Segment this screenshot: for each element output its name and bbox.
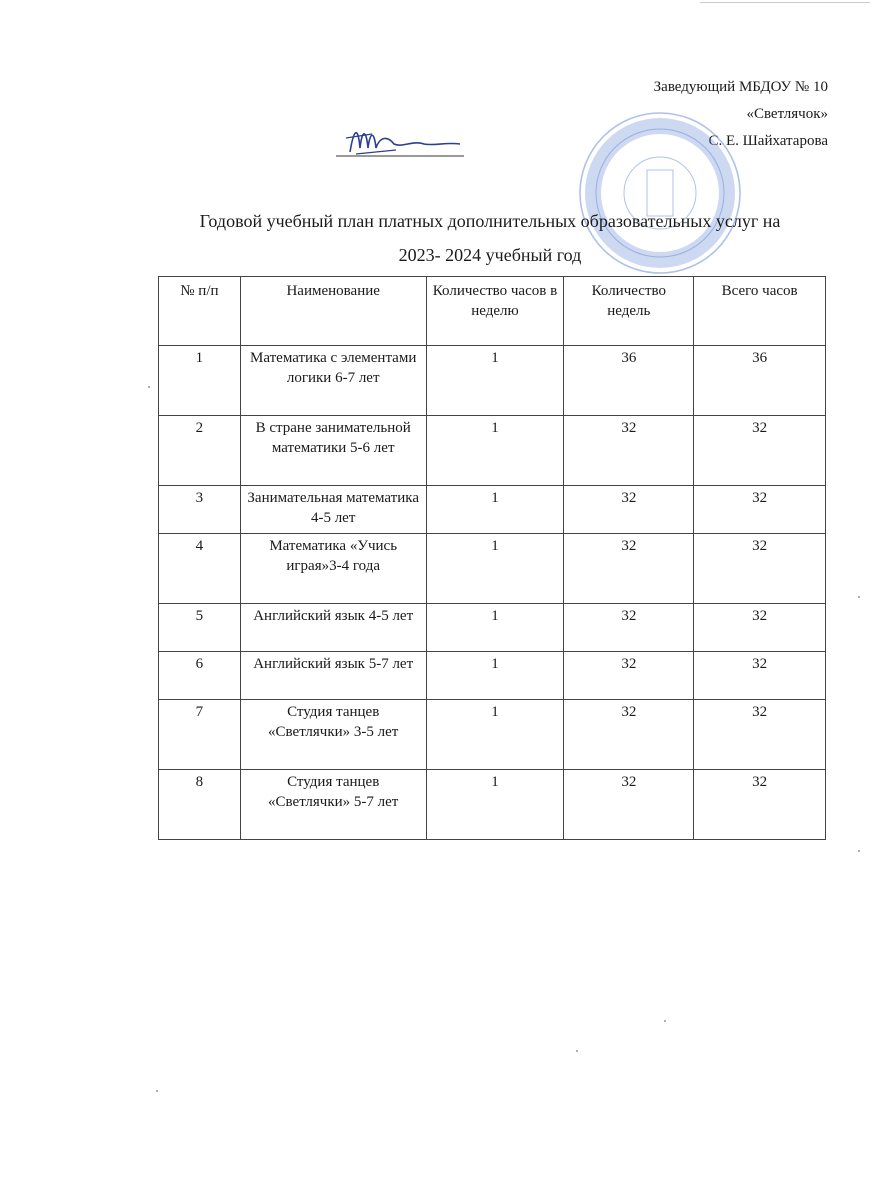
cell-hours-per-week: 1 bbox=[426, 534, 564, 604]
table-row bbox=[159, 652, 826, 700]
cell-number: 8 bbox=[159, 770, 241, 840]
cell-number: 7 bbox=[159, 700, 241, 770]
header-hours-per-week: Количество часов в неделю bbox=[426, 277, 564, 346]
study-plan-table bbox=[158, 276, 826, 840]
table-header-row bbox=[159, 277, 826, 346]
scan-speck bbox=[858, 850, 860, 852]
table-body bbox=[159, 346, 826, 840]
cell-hours-per-week: 1 bbox=[426, 770, 564, 840]
cell-hours-per-week: 1 bbox=[426, 346, 564, 416]
cell-total-hours: 32 bbox=[694, 534, 826, 604]
cell-weeks: 32 bbox=[564, 604, 694, 652]
scan-speck bbox=[576, 1050, 578, 1052]
cell-name: Английский язык 5-7 лет bbox=[240, 652, 426, 700]
cell-weeks: 32 bbox=[564, 486, 694, 534]
title-line-1: Годовой учебный план платных дополнительных образовательных услуг на bbox=[199, 211, 781, 231]
cell-number: 4 bbox=[159, 534, 241, 604]
scan-speck bbox=[664, 1020, 666, 1022]
table-row bbox=[159, 770, 826, 840]
approval-name: С. Е. Шайхатарова bbox=[708, 133, 828, 149]
cell-total-hours: 32 bbox=[694, 486, 826, 534]
table-row bbox=[159, 486, 826, 534]
cell-total-hours: 32 bbox=[694, 652, 826, 700]
cell-number: 2 bbox=[159, 416, 241, 486]
approval-organization: «Светлячок» bbox=[746, 106, 828, 122]
header-name: Наименование bbox=[240, 277, 426, 346]
scan-edge-line bbox=[700, 2, 870, 3]
cell-number: 5 bbox=[159, 604, 241, 652]
cell-name: В стране занимательной математики 5-6 лет bbox=[240, 416, 426, 486]
cell-total-hours: 32 bbox=[694, 700, 826, 770]
cell-weeks: 32 bbox=[564, 700, 694, 770]
cell-hours-per-week: 1 bbox=[426, 652, 564, 700]
table-row bbox=[159, 416, 826, 486]
table-row bbox=[159, 346, 826, 416]
table-row bbox=[159, 604, 826, 652]
handwritten-signature bbox=[336, 118, 466, 162]
cell-total-hours: 32 bbox=[694, 604, 826, 652]
cell-total-hours: 36 bbox=[694, 346, 826, 416]
header-total-hours: Всего часов bbox=[694, 277, 826, 346]
header-number: № п/п bbox=[159, 277, 241, 346]
scan-speck bbox=[148, 386, 150, 388]
table-row bbox=[159, 534, 826, 604]
cell-number: 6 bbox=[159, 652, 241, 700]
cell-total-hours: 32 bbox=[694, 770, 826, 840]
cell-name: Математика «Учись играя»3-4 года bbox=[240, 534, 426, 604]
cell-weeks: 32 bbox=[564, 652, 694, 700]
cell-hours-per-week: 1 bbox=[426, 416, 564, 486]
cell-weeks: 32 bbox=[564, 534, 694, 604]
cell-name: Студия танцев «Светлячки» 5-7 лет bbox=[240, 770, 426, 840]
header-weeks: Количество недель bbox=[564, 277, 694, 346]
cell-hours-per-week: 1 bbox=[426, 700, 564, 770]
scan-speck bbox=[156, 1090, 158, 1092]
table-row bbox=[159, 700, 826, 770]
cell-hours-per-week: 1 bbox=[426, 486, 564, 534]
title-line-2: 2023- 2024 учебный год bbox=[398, 245, 582, 265]
cell-weeks: 32 bbox=[564, 770, 694, 840]
cell-hours-per-week: 1 bbox=[426, 604, 564, 652]
cell-number: 3 bbox=[159, 486, 241, 534]
cell-name: Английский язык 4-5 лет bbox=[240, 604, 426, 652]
scan-speck bbox=[858, 596, 860, 598]
cell-name: Математика с элементами логики 6-7 лет bbox=[240, 346, 426, 416]
cell-name: Занимательная математика 4-5 лет bbox=[240, 486, 426, 534]
cell-weeks: 36 bbox=[564, 346, 694, 416]
cell-name: Студия танцев «Светлячки» 3-5 лет bbox=[240, 700, 426, 770]
cell-number: 1 bbox=[159, 346, 241, 416]
cell-total-hours: 32 bbox=[694, 416, 826, 486]
approval-position: Заведующий МБДОУ № 10 bbox=[653, 79, 828, 95]
cell-weeks: 32 bbox=[564, 416, 694, 486]
document-title bbox=[120, 204, 860, 272]
